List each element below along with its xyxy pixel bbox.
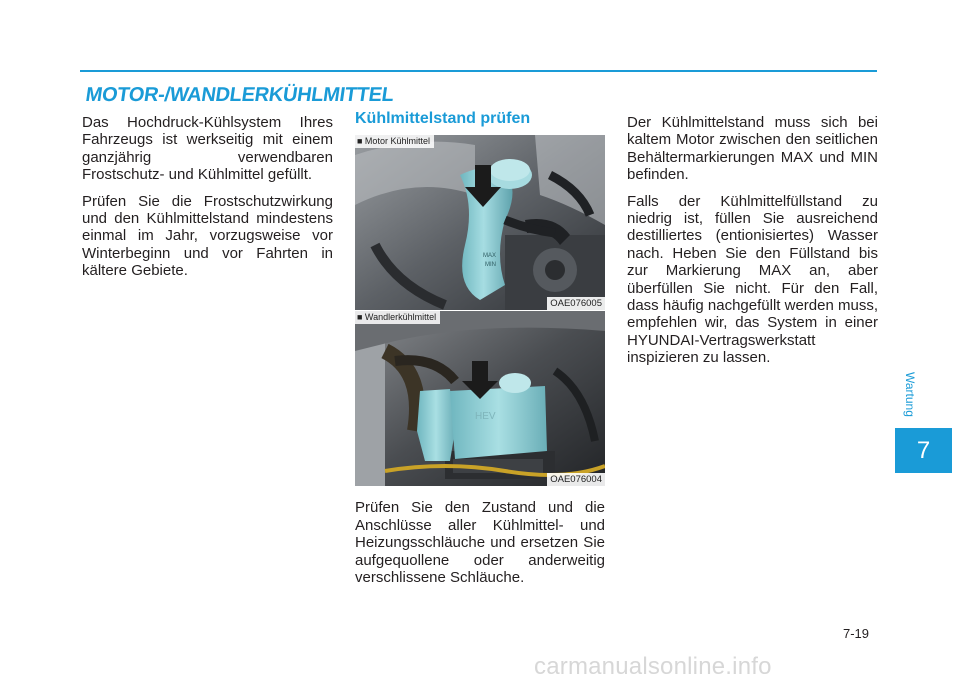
subsection-heading: Kühlmittelstand prüfen [355, 110, 531, 127]
engine-coolant-illustration [355, 135, 605, 310]
column-right [627, 114, 878, 376]
image-caption: ■ Wandlerkühlmittel [355, 311, 440, 324]
intro-paragraph: Das Hochdruck-Kühlsystem Ihres Fahrzeugs ist werkseitig mit einem ganzjährig verwendbaren Frostschutz- und Kühlmittel gefüllt. [82, 114, 333, 184]
hose-check-paragraph: Prüfen Sie den Zustand und die Anschlüsse aller Kühlmittel- und Heizungsschläuche und ersetzen Sie aufgequollene oder anderweitig verschlissene Schläuche. [355, 499, 605, 587]
refill-paragraph: Falls der Kühlmittelfüllstand zu niedrig ist, füllen Sie ausreichend destilliertes (entionisiertes) Wasser nach. Heben Sie den Füllstand bis zur Markierung MAX an, aber überfüllen Sie nicht. Für den Fall, dass häufig nachgefüllt werden muss, empfehlen wir, das System in einer HYUNDAI-Vertragswerkstatt inspizieren zu lassen. [627, 192, 878, 367]
level-paragraph: Der Kühlmittelstand muss sich bei kaltem Motor zwischen den seitlichen Behältermarkierungen MAX und MIN befinden. [627, 114, 878, 184]
chapter-name-label: Wartung [903, 371, 917, 417]
image-caption: ■ Motor Kühlmittel [355, 135, 434, 148]
min-mark-label: MIN [485, 262, 496, 269]
section-title: MOTOR-/WANDLERKÜHLMITTEL [84, 84, 396, 106]
converter-coolant-photo [355, 311, 605, 487]
column-middle [355, 110, 605, 595]
page-number: 7-19 [843, 626, 870, 641]
chapter-number-tab: 7 [895, 428, 952, 473]
header-rule [80, 70, 877, 72]
engine-coolant-photo [355, 135, 605, 311]
converter-coolant-illustration [355, 311, 605, 486]
image-code: OAE076005 [547, 297, 605, 310]
image-code: OAE076004 [547, 473, 605, 486]
max-mark-label: MAX [483, 253, 497, 260]
watermark-text: carmanualsonline.info [534, 653, 772, 680]
check-paragraph: Prüfen Sie die Frostschutzwirkung und den Kühlmittelstand mindestens einmal im Jahr, vorzugsweise vor Winterbeginn und vor Fahrten in kältere Gebiete. [82, 192, 333, 280]
column-left [82, 114, 333, 289]
hev-emboss-label: HEV [475, 411, 496, 423]
